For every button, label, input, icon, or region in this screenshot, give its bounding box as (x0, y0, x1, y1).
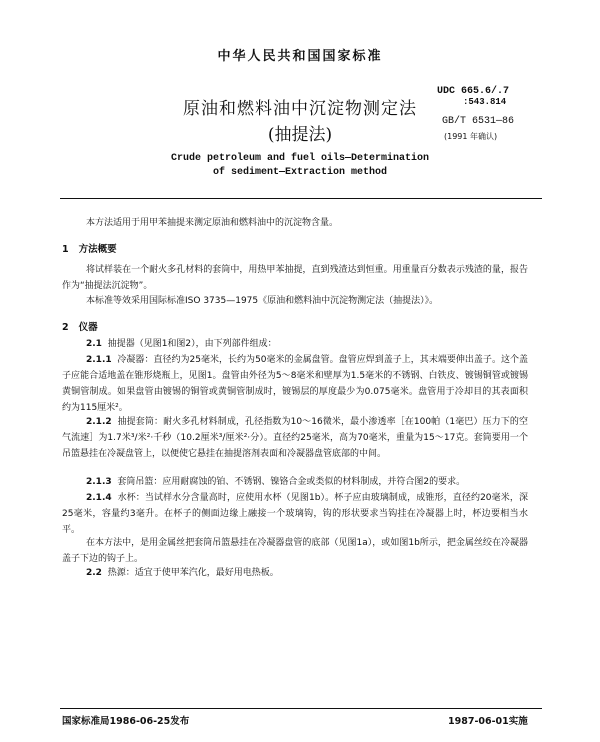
udc-line-1: UDC 665.6/.7 (437, 86, 510, 97)
clause-2-2 (62, 565, 528, 581)
bottom-divider (60, 708, 542, 709)
clause-2-1-4-number: 2.1.4 (86, 493, 112, 503)
section-1-text-2: 本标准等效采用国际标准ISO 3735—1975《原油和燃料油中沉淀物测定法（抽提法）》。 (86, 296, 439, 306)
intro-text: 本方法适用于用甲苯抽提来测定原油和燃料油中的沉淀物含量。 (86, 218, 339, 228)
issue-date: 国家标准局1986-06-25发布 (62, 716, 190, 727)
clause-2-1-2-number: 2.1.2 (86, 417, 112, 427)
section-2-title: 仪器 (78, 322, 98, 333)
document-title: 原油和燃料油中沉淀物测定法 (183, 99, 417, 119)
clause-2-1-1-number: 2.1.1 (86, 355, 112, 365)
clause-2-2-number: 2.2 (86, 568, 102, 578)
standard-number: GB/T 6531—86 (442, 116, 515, 127)
clause-2-1-text: 抽提器（见图1和图2），由下列部件组成： (107, 339, 277, 349)
clause-2-1-note-text: 在本方法中，是用金属丝把套筒吊篮悬挂在冷凝器盘管的底部（见图1a），或如图1b所示，把金属丝绞在冷凝器盖子下边的钩子上。 (62, 538, 528, 564)
document-subtitle: (抽提法) (267, 125, 333, 145)
clause-2-1-4-text: 水杯：当试样水分含量高时，应使用水杯（见图1b）。杯子应由玻璃制成，成锥形，直径约20毫米，深25毫米，容量约3毫升。在杯子的侧面边缘上融接一个玻璃钩，钩的形状要求当钩挂在冷凝器上时，杯边要相当水平。 (62, 493, 528, 535)
section-1-number: 1 (62, 244, 69, 255)
top-divider (60, 198, 542, 199)
clause-2-1-3-text: 套筒吊篮：应用耐腐蚀的铂、不锈钢、镍铬合金或类似的材料制成，并符合图2的要求。 (117, 477, 466, 487)
clause-2-1 (62, 336, 528, 352)
section-2-number: 2 (62, 322, 69, 333)
clause-2-1-2-text: 抽提套筒：耐火多孔材料制成，孔径指数为10～16微米，最小渗透率［在100帕（1毫巴）压力下的空气流速］为1.7米³/米²·千秒（10.2厘米³/厘米²·分）。直径约25毫米，高为70毫米，重量为15～17克。套筒要用一个吊篮悬挂在冷凝盘管上，以便使它悬挂在抽提溶剂表面和冷凝器盘管底部的中间。 (62, 417, 528, 459)
effective-date: 1987-06-01实施 (448, 716, 528, 727)
section-1-title: 方法概要 (78, 244, 117, 255)
clause-2-1-1-text: 冷凝器：直径约为25毫米，长约为50毫米的金属盘管。盘管应焊到盖子上，其末端要伸出盖子。这个盖子应能合适地盖在锥形烧瓶上，见图1。盘管由外径为5～8毫米和壁厚为1.5毫米的不锈钢、白铁皮、镀锡铜管或镀锡黄铜管制成。如果盘管由镀锡的铜管或黄铜管制成时，镀锡层的厚度最少为0.075毫米。盘管用于冷却目的其表面积约为115厘米²。 (62, 355, 528, 413)
english-title-line-1: Crude petroleum and fuel oils—Determination (170, 153, 430, 164)
clause-2-1-note (62, 535, 528, 567)
section-1-paragraph-1 (62, 262, 528, 294)
clause-2-1-4 (62, 490, 528, 538)
clause-2-1-number: 2.1 (86, 339, 102, 349)
intro-paragraph (62, 215, 528, 231)
clause-2-2-text: 热源：适宜于使甲苯汽化，最好用电热板。 (107, 568, 279, 578)
clause-2-1-3-number: 2.1.3 (86, 477, 112, 487)
section-1-heading (62, 241, 117, 255)
confirmation-year: (1991 年确认) (444, 132, 498, 141)
clause-2-1-2 (62, 414, 528, 462)
section-1-text-1: 将试样装在一个耐火多孔材料的套筒中，用热甲苯抽提，直到残渣达到恒重。用重量百分数表示残渣的量，报告作为“抽提法沉淀物”。 (62, 265, 528, 291)
section-2-heading (62, 319, 98, 333)
clause-2-1-1 (62, 352, 528, 416)
national-standard-heading: 中华人民共和国国家标准 (217, 49, 383, 64)
english-title-line-2: of sediment—Extraction method (212, 167, 388, 178)
udc-line-2: :543.814 (463, 97, 507, 107)
clause-2-1-3 (62, 474, 528, 490)
section-1-paragraph-2 (62, 293, 528, 309)
